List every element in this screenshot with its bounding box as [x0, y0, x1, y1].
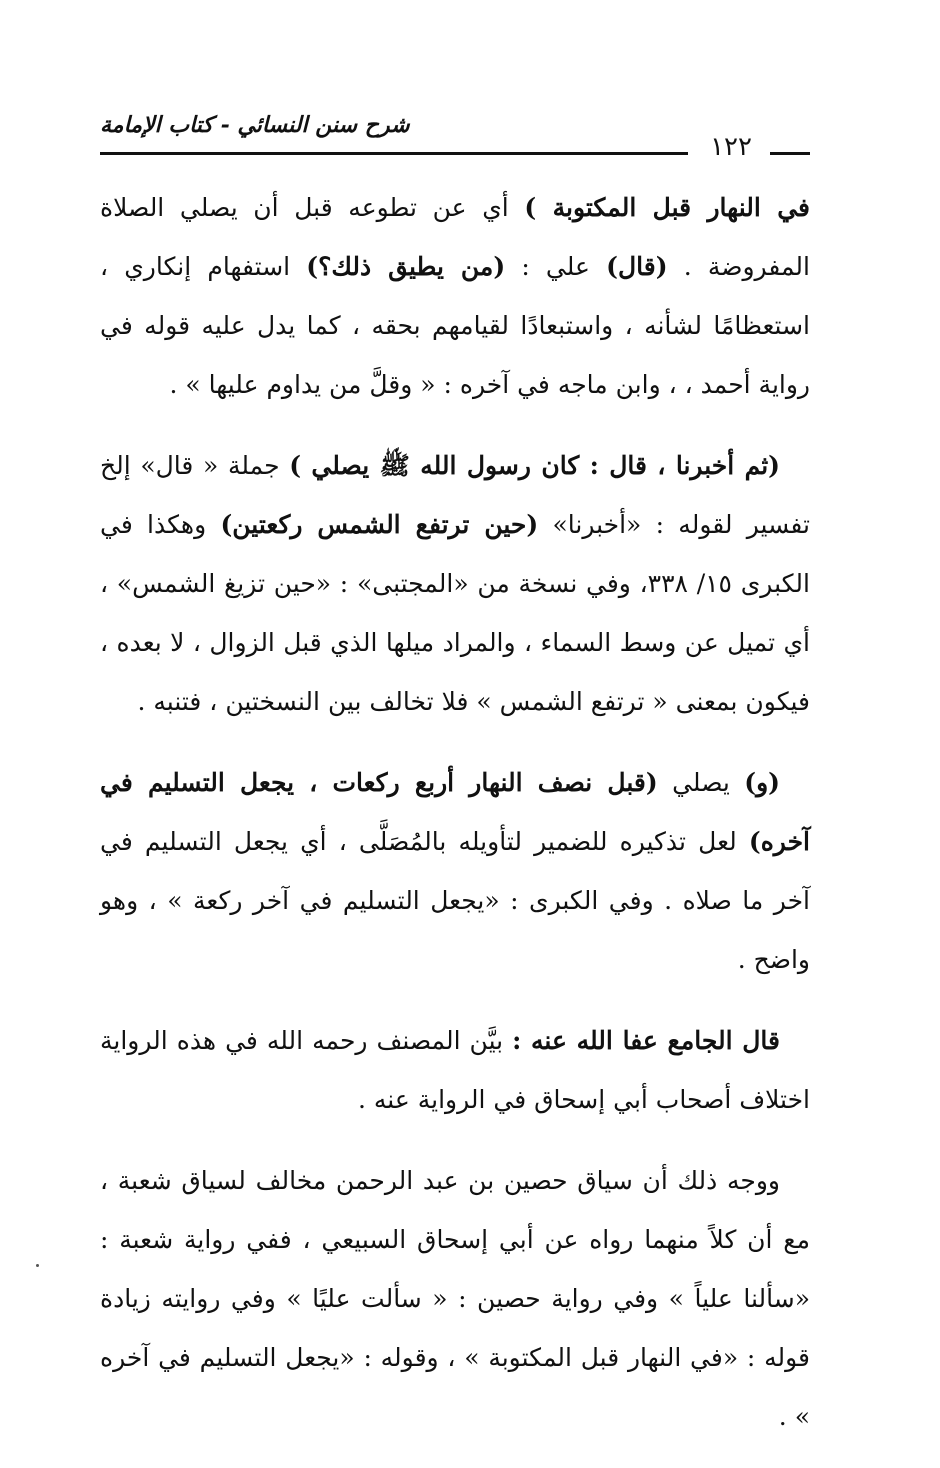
paragraph-5 — [100, 1151, 810, 1446]
text-segment: استفهام إنكاري ، استعظامًا لشأنه ، واستبعادًا لقيامهم بحقه ، كما يدل عليه قوله في رواية أحمد ، ، وابن ماجه في آخره : « وقلَّ من يداوم عليها » . — [100, 252, 810, 399]
bold-text-segment: في النهار قبل المكتوبة ) — [524, 193, 810, 222]
body-text — [100, 178, 810, 1468]
running-title: شرح سنن النسائي - كتاب الإمامة — [100, 112, 410, 138]
bold-text-segment: قال الجامع عفا الله عنه : — [512, 1026, 780, 1055]
header-rule — [100, 152, 688, 155]
bold-text-segment: (ثم أخبرنا ، قال : كان رسول الله ﷺ يصلي ) — [289, 451, 780, 480]
page-number: ١٢٢ — [710, 132, 752, 162]
paragraph-2 — [100, 436, 810, 731]
bold-text-segment: (حين ترتفع الشمس ركعتين) — [220, 510, 539, 539]
bold-text-segment: (قال) — [606, 252, 668, 281]
paragraph-3 — [100, 753, 810, 989]
page-header — [100, 112, 810, 160]
text-segment: جملة « قال» إلخ تفسير لقوله : «أخبرنا» — [100, 451, 810, 539]
text-segment: يصلي — [657, 768, 745, 797]
text-segment: بيَّن المصنف رحمه الله في هذه الرواية اختلاف أصحاب أبي إسحاق في الرواية عنه . — [100, 1026, 810, 1114]
text-segment: أي عن تطوعه قبل أن يصلي الصلاة المفروضة . — [100, 193, 810, 281]
text-segment: لعل تذكيره للضمير لتأويله بالمُصَلَّى ، أي يجعل التسليم في آخر ما صلاه . وفي الكبرى : «يجعل التسليم في آخر ركعة » ، وهو واضح . — [100, 827, 810, 974]
text-segment: وهكذا في الكبرى ١٥/ ٣٣٨، وفي نسخة من «المجتبى» : «حين تزيغ الشمس» ، أي تميل عن وسط السماء ، والمراد ميلها الذي قبل الزوال ، لا بعده ، فيكون بمعنى « ترتفع الشمس » فلا تخالف بين النسختين ، فتنبه . — [100, 510, 810, 716]
text-segment: ووجه ذلك أن سياق حصين بن عبد الرحمن مخالف لسياق شعبة ، مع أن كلاً منهما رواه عن أبي إسحاق السبيعي ، ففي رواية شعبة : «سألنا علياً » وفي رواية حصين : « سألت عليًا » وفي روايته زيادة قوله : «في النهار قبل المكتوبة » ، وقوله : «يجعل التسليم في آخره » . — [100, 1166, 810, 1431]
header-dash — [770, 152, 810, 155]
scan-speck — [36, 1264, 39, 1267]
text-segment: علي : — [505, 252, 607, 281]
bold-text-segment: (قبل نصف النهار أربع ركعات ، يجعل التسليم في آخره) — [100, 768, 810, 856]
paragraph-4 — [100, 1011, 810, 1129]
paragraph-1 — [100, 178, 810, 414]
bold-text-segment: (من يطيق ذلك؟) — [306, 252, 506, 281]
bold-text-segment: (و) — [744, 768, 780, 797]
